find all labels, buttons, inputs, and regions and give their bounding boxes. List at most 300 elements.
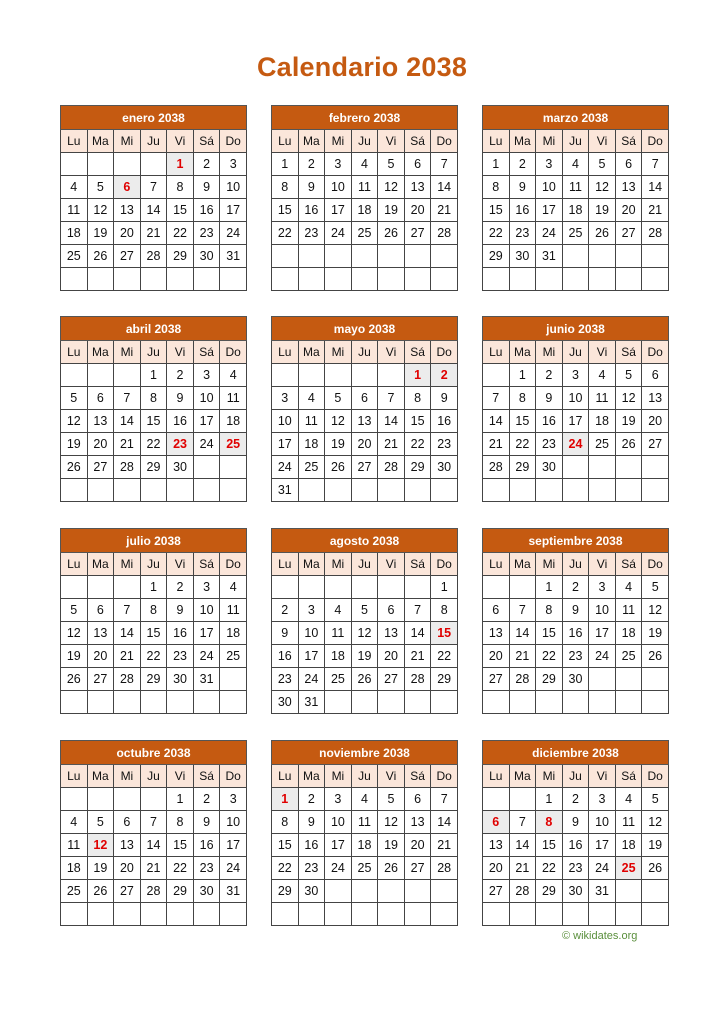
empty-day-cell [167,479,194,502]
day-cell: 14 [140,834,167,857]
weekday-label: Ju [562,130,589,153]
day-cell: 23 [298,222,325,245]
weekday-label: Mi [536,765,563,788]
day-cell: 29 [272,880,299,903]
weekday-label: Ju [562,553,589,576]
weekday-label: Mi [536,341,563,364]
weekday-label: Ma [87,765,114,788]
day-cell: 15 [272,199,299,222]
day-cell: 15 [536,834,563,857]
weekday-label: Vi [378,130,405,153]
empty-day-cell [562,268,589,291]
week-row [272,387,458,410]
weekday-label: Ma [87,553,114,576]
day-cell: 30 [193,880,220,903]
day-cell: 29 [140,668,167,691]
day-cell: 21 [114,433,141,456]
day-cell: 24 [325,222,352,245]
week-row [483,387,669,410]
day-cell: 29 [509,456,536,479]
day-cell: 26 [325,456,352,479]
empty-day-cell [272,576,299,599]
empty-day-cell [509,903,536,926]
day-cell: 17 [193,410,220,433]
week-row [272,410,458,433]
day-cell: 14 [404,622,431,645]
weekday-label: Ma [298,553,325,576]
empty-day-cell [140,153,167,176]
empty-day-cell [404,880,431,903]
weekday-label: Ju [351,341,378,364]
day-cell: 5 [642,576,669,599]
day-cell: 31 [536,245,563,268]
empty-day-cell [404,691,431,714]
day-cell: 22 [140,645,167,668]
day-cell: 9 [536,387,563,410]
week-row [483,410,669,433]
empty-day-cell [536,691,563,714]
day-cell: 5 [589,153,616,176]
weekday-label: Vi [378,553,405,576]
empty-day-cell [220,903,247,926]
week-row [61,576,247,599]
weekday-label: Lu [483,341,510,364]
day-cell: 4 [220,576,247,599]
day-cell: 19 [351,645,378,668]
day-cell: 7 [509,811,536,834]
day-cell: 23 [562,857,589,880]
day-cell: 22 [536,645,563,668]
empty-day-cell [589,668,616,691]
week-row [272,268,458,291]
weekday-label: Ju [351,553,378,576]
month-title: enero 2038 [61,106,247,130]
day-cell: 25 [589,433,616,456]
holiday-day-cell: 1 [167,153,194,176]
empty-day-cell [589,456,616,479]
empty-day-cell [298,268,325,291]
day-cell: 15 [404,410,431,433]
weekday-label: Lu [272,765,299,788]
week-row [272,811,458,834]
weekday-label: Vi [167,341,194,364]
day-cell: 3 [272,387,299,410]
week-row [483,433,669,456]
day-cell: 18 [562,199,589,222]
holiday-day-cell: 25 [220,433,247,456]
day-cell: 15 [272,834,299,857]
day-cell: 30 [562,880,589,903]
empty-day-cell [114,576,141,599]
day-cell: 24 [193,433,220,456]
empty-day-cell [298,903,325,926]
day-cell: 23 [167,645,194,668]
day-cell: 11 [220,599,247,622]
weekday-label: Do [220,130,247,153]
week-row [61,811,247,834]
empty-day-cell [193,456,220,479]
weekday-label: Do [431,341,458,364]
week-row [272,599,458,622]
weekday-label: Sá [404,341,431,364]
day-cell: 4 [61,811,88,834]
day-cell: 22 [483,222,510,245]
month-calendar [271,740,458,926]
weekday-label: Do [642,130,669,153]
day-cell: 18 [61,222,88,245]
month-title: agosto 2038 [272,529,458,553]
weekday-label: Mi [536,130,563,153]
empty-day-cell [562,479,589,502]
empty-day-cell [272,268,299,291]
day-cell: 31 [220,880,247,903]
week-row [483,645,669,668]
week-row [272,245,458,268]
empty-day-cell [562,245,589,268]
week-row [61,433,247,456]
weekday-label: Sá [615,130,642,153]
week-row [483,153,669,176]
weekday-label: Lu [61,341,88,364]
empty-day-cell [272,245,299,268]
weekday-label: Lu [61,553,88,576]
day-cell: 24 [325,857,352,880]
empty-day-cell [562,456,589,479]
empty-day-cell [378,880,405,903]
month-calendar [60,740,247,926]
empty-day-cell [61,153,88,176]
week-row [272,645,458,668]
day-cell: 28 [378,456,405,479]
weekday-label: Mi [325,341,352,364]
empty-day-cell [642,880,669,903]
day-cell: 17 [220,834,247,857]
day-cell: 27 [351,456,378,479]
weekday-label: Do [220,341,247,364]
day-cell: 19 [642,622,669,645]
empty-day-cell [220,456,247,479]
day-cell: 2 [298,788,325,811]
day-cell: 13 [404,176,431,199]
day-cell: 20 [114,857,141,880]
month-title: abril 2038 [61,317,247,341]
weekday-label: Vi [167,765,194,788]
day-cell: 1 [509,364,536,387]
day-cell: 16 [298,199,325,222]
day-cell: 20 [351,433,378,456]
weekday-label: Ma [509,765,536,788]
weekday-label: Do [642,765,669,788]
week-row [61,599,247,622]
weekday-label: Ma [509,553,536,576]
day-cell: 29 [140,456,167,479]
day-cell: 17 [536,199,563,222]
holiday-day-cell: 1 [404,364,431,387]
day-cell: 21 [509,857,536,880]
empty-day-cell [509,691,536,714]
empty-day-cell [351,903,378,926]
day-cell: 18 [298,433,325,456]
week-row [272,857,458,880]
day-cell: 21 [114,645,141,668]
day-cell: 30 [431,456,458,479]
weekday-label: Do [220,553,247,576]
day-cell: 24 [220,857,247,880]
day-cell: 30 [167,668,194,691]
day-cell: 29 [167,245,194,268]
empty-day-cell [140,479,167,502]
day-cell: 19 [325,433,352,456]
empty-day-cell [298,479,325,502]
empty-day-cell [298,245,325,268]
empty-day-cell [404,245,431,268]
empty-day-cell [61,576,88,599]
empty-day-cell [642,668,669,691]
day-cell: 17 [562,410,589,433]
day-cell: 5 [325,387,352,410]
weekday-label: Ma [87,130,114,153]
day-cell: 7 [404,599,431,622]
day-cell: 3 [298,599,325,622]
day-cell: 12 [351,622,378,645]
day-cell: 14 [140,199,167,222]
week-row [483,268,669,291]
day-cell: 14 [642,176,669,199]
day-cell: 4 [351,788,378,811]
day-cell: 20 [615,199,642,222]
weekday-label: Do [642,341,669,364]
day-cell: 13 [378,622,405,645]
day-cell: 2 [509,153,536,176]
week-row [61,153,247,176]
empty-day-cell [642,691,669,714]
day-cell: 26 [351,668,378,691]
week-row [272,199,458,222]
day-cell: 5 [61,387,88,410]
day-cell: 6 [642,364,669,387]
empty-day-cell [325,903,352,926]
week-row [483,857,669,880]
day-cell: 5 [61,599,88,622]
day-cell: 26 [87,245,114,268]
week-row [483,199,669,222]
weekday-label: Ju [140,765,167,788]
day-cell: 25 [615,645,642,668]
day-cell: 10 [193,599,220,622]
empty-day-cell [378,364,405,387]
day-cell: 9 [272,622,299,645]
day-cell: 1 [140,364,167,387]
day-cell: 12 [378,811,405,834]
empty-day-cell [615,268,642,291]
week-row [272,668,458,691]
empty-day-cell [509,479,536,502]
day-cell: 10 [589,811,616,834]
day-cell: 7 [431,153,458,176]
day-cell: 18 [615,622,642,645]
day-cell: 10 [220,176,247,199]
day-cell: 9 [298,811,325,834]
empty-day-cell [483,691,510,714]
week-row [272,880,458,903]
day-cell: 25 [351,222,378,245]
empty-day-cell [483,903,510,926]
day-cell: 28 [431,857,458,880]
day-cell: 26 [61,456,88,479]
week-row [61,668,247,691]
day-cell: 21 [431,199,458,222]
day-cell: 21 [642,199,669,222]
day-cell: 6 [351,387,378,410]
day-cell: 12 [378,176,405,199]
holiday-day-cell: 24 [562,433,589,456]
empty-day-cell [114,691,141,714]
day-cell: 1 [536,788,563,811]
week-row [272,176,458,199]
week-row [483,245,669,268]
weekday-label: Vi [589,341,616,364]
day-cell: 6 [483,599,510,622]
day-cell: 27 [404,222,431,245]
day-cell: 10 [220,811,247,834]
week-row [483,576,669,599]
day-cell: 8 [536,599,563,622]
holiday-day-cell: 2 [431,364,458,387]
day-cell: 22 [509,433,536,456]
day-cell: 5 [351,599,378,622]
day-cell: 21 [483,433,510,456]
day-cell: 26 [615,433,642,456]
empty-day-cell [114,153,141,176]
empty-day-cell [562,903,589,926]
month-calendar [482,528,669,714]
day-cell: 31 [298,691,325,714]
empty-day-cell [114,479,141,502]
empty-day-cell [589,479,616,502]
day-cell: 11 [589,387,616,410]
week-row [483,788,669,811]
day-cell: 30 [536,456,563,479]
weekday-label: Ju [140,130,167,153]
day-cell: 22 [140,433,167,456]
month-calendar [271,528,458,714]
empty-day-cell [404,576,431,599]
week-row [61,245,247,268]
empty-day-cell [298,576,325,599]
day-cell: 19 [642,834,669,857]
month-title: marzo 2038 [483,106,669,130]
day-cell: 7 [140,811,167,834]
empty-day-cell [615,668,642,691]
day-cell: 24 [298,668,325,691]
day-cell: 16 [167,622,194,645]
week-row [272,622,458,645]
day-cell: 18 [351,834,378,857]
week-row [483,880,669,903]
empty-day-cell [61,479,88,502]
day-cell: 27 [642,433,669,456]
day-cell: 28 [114,456,141,479]
day-cell: 10 [325,176,352,199]
week-row [61,788,247,811]
empty-day-cell [220,479,247,502]
week-row [61,199,247,222]
empty-day-cell [114,903,141,926]
empty-day-cell [193,268,220,291]
weekday-label: Lu [61,130,88,153]
day-cell: 28 [483,456,510,479]
weekday-label: Ju [140,341,167,364]
day-cell: 23 [298,857,325,880]
day-cell: 11 [220,387,247,410]
day-cell: 10 [298,622,325,645]
day-cell: 31 [193,668,220,691]
day-cell: 12 [615,387,642,410]
empty-day-cell [61,788,88,811]
day-cell: 11 [61,199,88,222]
empty-day-cell [140,268,167,291]
day-cell: 30 [298,880,325,903]
weekday-label: Vi [378,341,405,364]
day-cell: 1 [167,788,194,811]
day-cell: 3 [220,788,247,811]
day-cell: 29 [167,880,194,903]
day-cell: 28 [114,668,141,691]
week-row [272,456,458,479]
weekday-label: Sá [193,765,220,788]
day-cell: 12 [61,410,88,433]
empty-day-cell [378,245,405,268]
empty-day-cell [325,479,352,502]
day-cell: 13 [87,622,114,645]
month-calendar [271,316,458,502]
day-cell: 10 [536,176,563,199]
day-cell: 18 [325,645,352,668]
day-cell: 6 [378,599,405,622]
empty-day-cell [61,364,88,387]
day-cell: 11 [562,176,589,199]
day-cell: 20 [87,645,114,668]
empty-day-cell [87,903,114,926]
day-cell: 28 [140,245,167,268]
week-row [272,834,458,857]
week-row [61,880,247,903]
holiday-day-cell: 6 [114,176,141,199]
day-cell: 9 [562,599,589,622]
weekday-label: Lu [272,341,299,364]
holiday-day-cell: 1 [272,788,299,811]
week-row [272,222,458,245]
week-row [272,364,458,387]
day-cell: 8 [272,176,299,199]
day-cell: 30 [562,668,589,691]
day-cell: 15 [483,199,510,222]
day-cell: 12 [642,811,669,834]
day-cell: 3 [589,576,616,599]
day-cell: 20 [114,222,141,245]
day-cell: 1 [272,153,299,176]
day-cell: 25 [61,245,88,268]
day-cell: 1 [431,576,458,599]
week-row [483,834,669,857]
day-cell: 28 [404,668,431,691]
day-cell: 26 [589,222,616,245]
day-cell: 27 [87,456,114,479]
footer-credit: © wikidates.org [562,930,638,942]
day-cell: 12 [61,622,88,645]
day-cell: 21 [404,645,431,668]
day-cell: 17 [272,433,299,456]
